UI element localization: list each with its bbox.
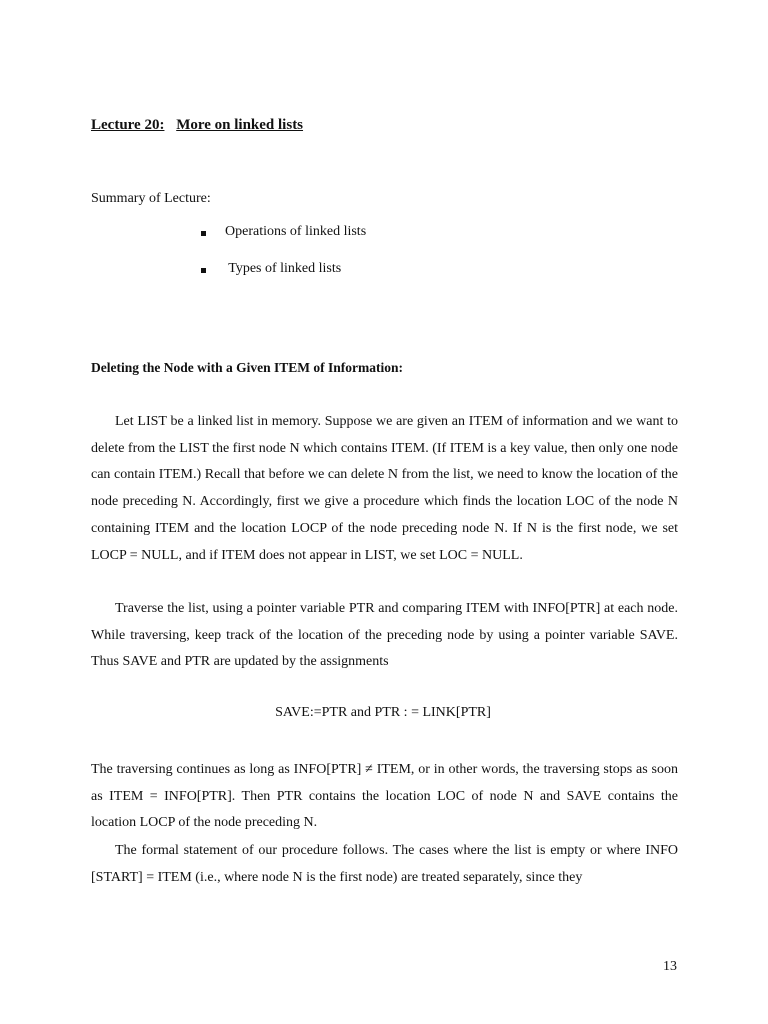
section-heading: Deleting the Node with a Given ITEM of Information: bbox=[91, 360, 403, 375]
paragraph-text: ITEM, or in other words, the traversing stops as soon as ITEM = INFO[PTR]. Then PTR contains the location LOC of node N and SAVE contains the location LOCP of the node preceding N. bbox=[91, 762, 678, 831]
paragraph: Traverse the list, using a pointer variable PTR and comparing ITEM with INFO[PTR] at each node. While traversing, keep track of the location of the preceding node by using a pointer variable SAVE. Thus SAVE and PTR are updated by the assignments bbox=[91, 601, 678, 670]
formula-text: SAVE:=PTR and PTR : = LINK[PTR] bbox=[275, 705, 491, 720]
summary-item-text: Operations of linked lists bbox=[225, 224, 367, 239]
paragraph bbox=[91, 757, 678, 837]
paragraph: Let LIST be a linked list in memory. Suppose we are given an ITEM of information and we want to delete from the LIST the first node N which contains ITEM. (If ITEM is a key value, then only one node can contain ITEM.) Recall that before we can delete N from the list, we need to know the location of the node preceding N. Accordingly, first we give a procedure which finds the location LOC of the node N containing ITEM and the location LOCP of the node preceding node N. If N is the first node, we set LOCP = NULL, and if ITEM does not appear in LIST, we set LOC = NULL. bbox=[91, 414, 678, 563]
summary-label: Summary of Lecture: bbox=[91, 191, 211, 206]
square-bullet-icon bbox=[201, 231, 206, 236]
summary-list bbox=[201, 224, 366, 298]
paragraph: The formal statement of our procedure follows. The cases where the list is empty or where INFO [START] = ITEM (i.e., where node N is the first node) are treated separately, since they bbox=[91, 843, 678, 885]
assignment-formula bbox=[0, 705, 768, 721]
summary-item-text: Types of linked lists bbox=[225, 261, 342, 276]
square-bullet-icon bbox=[201, 268, 206, 273]
lecture-title bbox=[91, 117, 303, 134]
not-equal-symbol: ≠ bbox=[365, 762, 373, 777]
lecture-topic: More on linked lists bbox=[176, 117, 304, 133]
page-number: 13 bbox=[663, 959, 677, 974]
summary-item bbox=[201, 224, 366, 261]
summary-item bbox=[201, 261, 366, 298]
paragraph-text: The traversing continues as long as INFO[PTR] bbox=[91, 762, 366, 777]
lecture-number: Lecture 20: bbox=[91, 117, 165, 133]
